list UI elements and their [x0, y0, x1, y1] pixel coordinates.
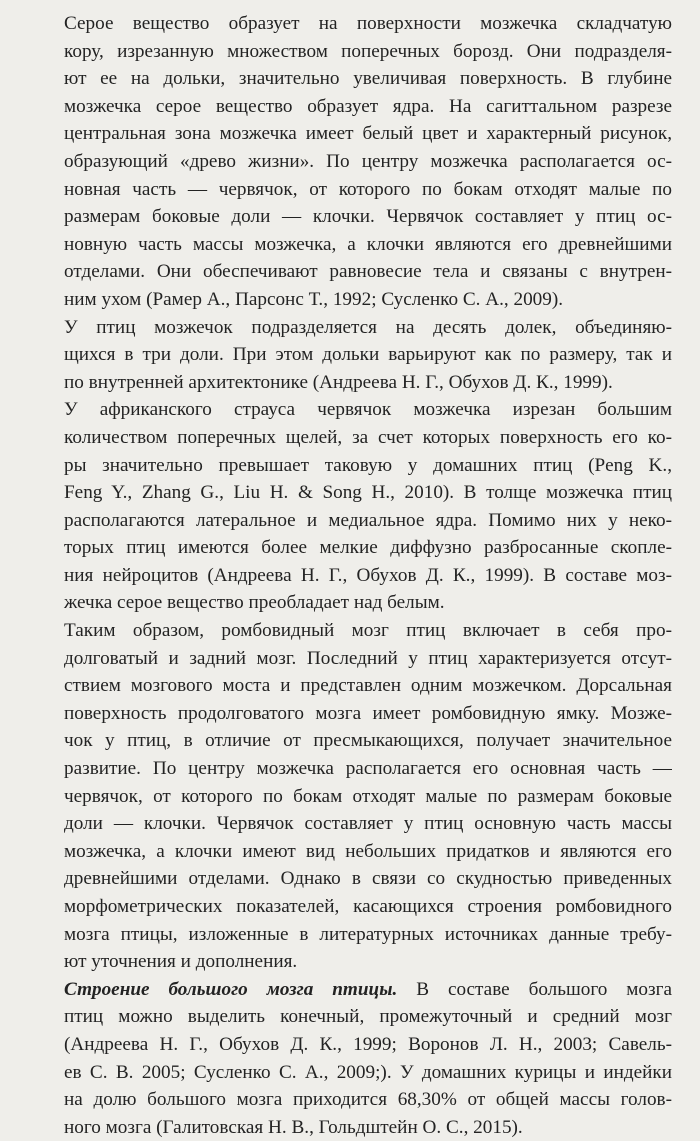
text-line: мозжечка, а клочки имеют вид небольших придатков и являются его: [64, 840, 672, 862]
text-line: чок у птиц, в отличие от пресмыкающихся, получает значительное: [64, 730, 672, 752]
text-line: поверхность продолговатого мозга имеет ромбовидную ямку. Мозже-: [64, 702, 672, 724]
text-line: У африканского страуса червячок мозжечка изрезан большим: [64, 399, 672, 421]
paragraph-rhombencephalon-summary: [27, 617, 672, 976]
text-line: центральная зона мозжечка имеет белый цвет и характерный рисунок,: [64, 123, 672, 145]
text-line: количеством поперечных щелей, за счет которых поверхность его ко-: [64, 426, 672, 448]
text-line: ев С. В. 2005; Сусленко С. А., 2009;). У домашних курицы и индейки: [64, 1061, 672, 1083]
text-line: ствием мозгового моста и представлен одним мозжечком. Дорсальная: [64, 675, 672, 697]
text-line: ния нейроцитов (Андреева Н. Г., Обухов Д. К., 1999). В составе моз-: [64, 564, 672, 586]
text-line: располагаются латеральное и медиальное ядра. Помимо них у неко-: [64, 509, 672, 531]
text-line: мозжечка серое вещество образует ядра. На сагиттальном разрезе: [64, 95, 672, 117]
text-line: на долю большого мозга приходится 68,30% от общей массы голов-: [64, 1089, 672, 1111]
text-line: жечка серое вещество преобладает над белым.: [64, 592, 445, 614]
text-line: морфометрических показателей, касающихся строения ромбовидного: [64, 896, 672, 917]
text-line: червячок, от которого по бокам отходят малые по размерам боковые: [64, 785, 672, 807]
text-line: [27, 976, 672, 1004]
text-line: ры значительно превышает таковую у домашних птиц (Peng K.,: [64, 454, 672, 476]
paragraph-cerebellum-lobules: [27, 314, 672, 397]
paragraph-cerebrum-structure: [27, 976, 672, 1141]
text-line: ного мозга (Галитовская Н. В., Гольдштейн О. С., 2015).: [64, 1116, 523, 1138]
text-line: У птиц мозжечок подразделяется на десять долек, объединяю-: [64, 316, 672, 338]
text-fragment: В составе большого мозга: [397, 978, 672, 1000]
text-line: птиц можно выделить конечный, промежуточный и средний мозг: [64, 1006, 672, 1028]
text-line: доли — клочки. Червячок составляет у птиц основную часть массы: [64, 813, 672, 835]
text-line: Таким образом, ромбовидный мозг птиц включает в себя про-: [64, 620, 672, 642]
text-line: кору, изрезанную множеством поперечных борозд. Они подразделя-: [64, 40, 672, 62]
text-line: торых птиц имеются более мелкие диффузно разбросанные скопле-: [64, 537, 672, 559]
text-line: образующий «древо жизни». По центру мозжечка располагается ос-: [64, 150, 672, 172]
text-line: по внутренней архитектонике (Андреева Н. Г., Обухов Д. К., 1999).: [64, 371, 613, 393]
text-line: ним ухом (Рамер А., Парсонс Т., 1992; Сусленко С. А., 2009).: [64, 288, 564, 310]
paragraph-ostrich-cerebellum: [27, 396, 672, 617]
text-line: новная часть — червячок, от которого по бокам отходят малые по: [64, 178, 672, 200]
text-line: отделами. Они обеспечивают равновесие тела и связаны с внутрен-: [64, 261, 672, 283]
text-line: размерам боковые доли — клочки. Червячок составляет у птиц ос-: [64, 206, 672, 228]
text-line: Feng Y., Zhang G., Liu H. & Song H., 2010). В толще мозжечка птиц: [64, 482, 672, 504]
text-line: долговатый и задний мозг. Последний у птиц характеризуется отсут-: [64, 647, 672, 669]
text-line: ют ее на дольки, значительно увеличивая поверхность. В глубине: [64, 68, 672, 90]
text-line: щихся в три доли. При этом дольки варьируют как по размеру, так и: [64, 344, 672, 366]
text-line: (Андреева Н. Г., Обухов Д. К., 1999; Воронов Л. Н., 2003; Савель-: [64, 1033, 672, 1055]
text-line: ют уточнения и дополнения.: [64, 951, 298, 973]
text-line: древнейшими отделами. Однако в связи со скудностью приведенных: [64, 868, 672, 890]
text-line: новную часть массы мозжечка, а клочки являются его древнейшими: [64, 233, 672, 255]
text-line: мозга птицы, изложенные в литературных источниках данные требу-: [64, 923, 672, 945]
text-line: развитие. По центру мозжечка располагается его основная часть —: [64, 758, 672, 780]
paragraph-cerebellum-cortex: [27, 10, 672, 314]
text-line: Серое вещество образует на поверхности мозжечка складчатую: [64, 13, 672, 34]
section-heading: Строение большого мозга птицы.: [64, 978, 398, 1000]
